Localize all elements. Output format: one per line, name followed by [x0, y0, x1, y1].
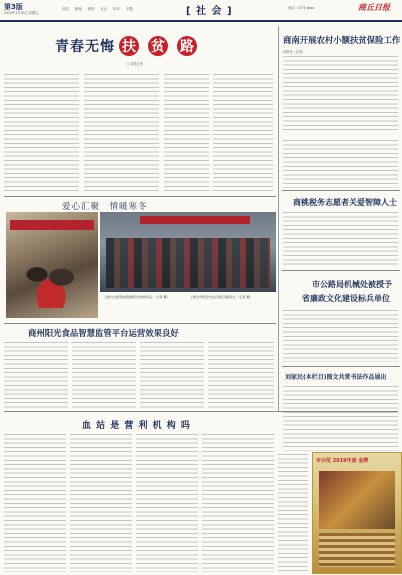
nav-item[interactable]: 专题: [125, 7, 133, 11]
banner-char: 悔: [100, 39, 114, 55]
photo-caption-right: 上图为志愿者与社区居民合影留念。（记者 摄）: [190, 295, 253, 299]
paper-logo: 商丘日报: [358, 3, 390, 12]
right-divider: [282, 270, 400, 271]
charity-photo-right: [100, 212, 276, 292]
food-body-col-2: [72, 342, 136, 408]
nav-item[interactable]: 时评: [113, 7, 120, 11]
right-bottom-body: [283, 386, 398, 451]
issue-date: 2019年1月18日 星期五: [4, 11, 39, 15]
banner-char: 春: [70, 39, 84, 55]
right-lower-body: [283, 310, 398, 362]
nav-item[interactable]: 首页: [62, 7, 69, 11]
ad-block: [312, 452, 402, 574]
photo-banner-red: [140, 216, 250, 224]
banner-char: 青: [55, 39, 69, 55]
banner-char: 无: [85, 39, 99, 55]
nav-item[interactable]: 新闻: [74, 7, 82, 11]
main-article-col-1: [4, 74, 79, 192]
charity-photo-left: [6, 212, 98, 318]
right-divider: [282, 366, 400, 367]
charity-banner-title: 爱心汇聚 情暖寒冬: [62, 202, 148, 212]
nav-links: [62, 6, 133, 11]
masthead: [0, 0, 402, 26]
banner-char-red: 贫: [148, 36, 168, 56]
main-article-col-3: [164, 74, 209, 192]
right-top-body: [283, 56, 398, 131]
nav-item[interactable]: 财经: [87, 7, 95, 11]
phone-info: 电话：0371-xxxx: [288, 6, 314, 10]
photo-crowd: [106, 238, 270, 288]
right-bottom-headline: 刘家民(本栏目)图文共赏书法作品展出: [285, 374, 387, 381]
column-divider: [278, 26, 279, 411]
right-divider: [282, 190, 400, 191]
photo-banner-red: [10, 220, 94, 230]
right-mid-body: [283, 212, 398, 267]
food-body-col-1: [4, 342, 68, 408]
right-top-byline: 本报讯（记者）: [283, 50, 306, 54]
section-divider: [4, 196, 276, 197]
right-lower-headline-2: 省廉政文化建设标兵单位: [302, 294, 390, 303]
masthead-rule: [0, 20, 402, 22]
ad-text: 市示范 2019年度 金牌: [316, 458, 369, 464]
banner-char-red: 路: [177, 36, 197, 56]
blood-body-col-3: [136, 434, 198, 572]
right-top-headline: 商南开展农村小额扶贫保险工作: [283, 35, 401, 45]
banner-subtitle: □ 本报记者: [126, 62, 143, 66]
banner-char-red: 扶: [119, 36, 139, 56]
blood-body-col-4: [202, 434, 274, 572]
blood-headline: 血 站 是 营 利 机 构 吗: [82, 421, 191, 431]
blood-body-col-1: [4, 434, 66, 572]
section-divider: [4, 323, 276, 324]
right-top-body-2: [283, 140, 398, 188]
blood-body-col-5: [278, 454, 308, 572]
ad-image: [319, 471, 395, 529]
ad-image-2: [319, 533, 395, 567]
main-article-col-2: [84, 74, 159, 192]
food-body-col-4: [208, 342, 274, 408]
blood-body-col-2: [70, 434, 132, 572]
food-headline: 商州阳光食品智慧监管平台运营效果良好: [28, 328, 179, 338]
page-label: 第3版: [4, 3, 23, 11]
right-mid-headline: 商桃税务志愿者关爱智障人士: [293, 198, 397, 207]
banner-title: [55, 36, 197, 56]
main-article-col-4: [213, 74, 273, 192]
nav-item[interactable]: 社会: [100, 7, 108, 11]
photo-people: [16, 252, 86, 308]
section-title: [ 社 会 ]: [186, 6, 233, 17]
section-divider: [4, 411, 398, 412]
food-body-col-3: [140, 342, 204, 408]
photo-caption-left: 上图为志愿者向困难群众发放慰问品。（记者 摄）: [104, 295, 170, 299]
right-lower-headline-1: 市公路局机械处被授予: [312, 280, 392, 289]
